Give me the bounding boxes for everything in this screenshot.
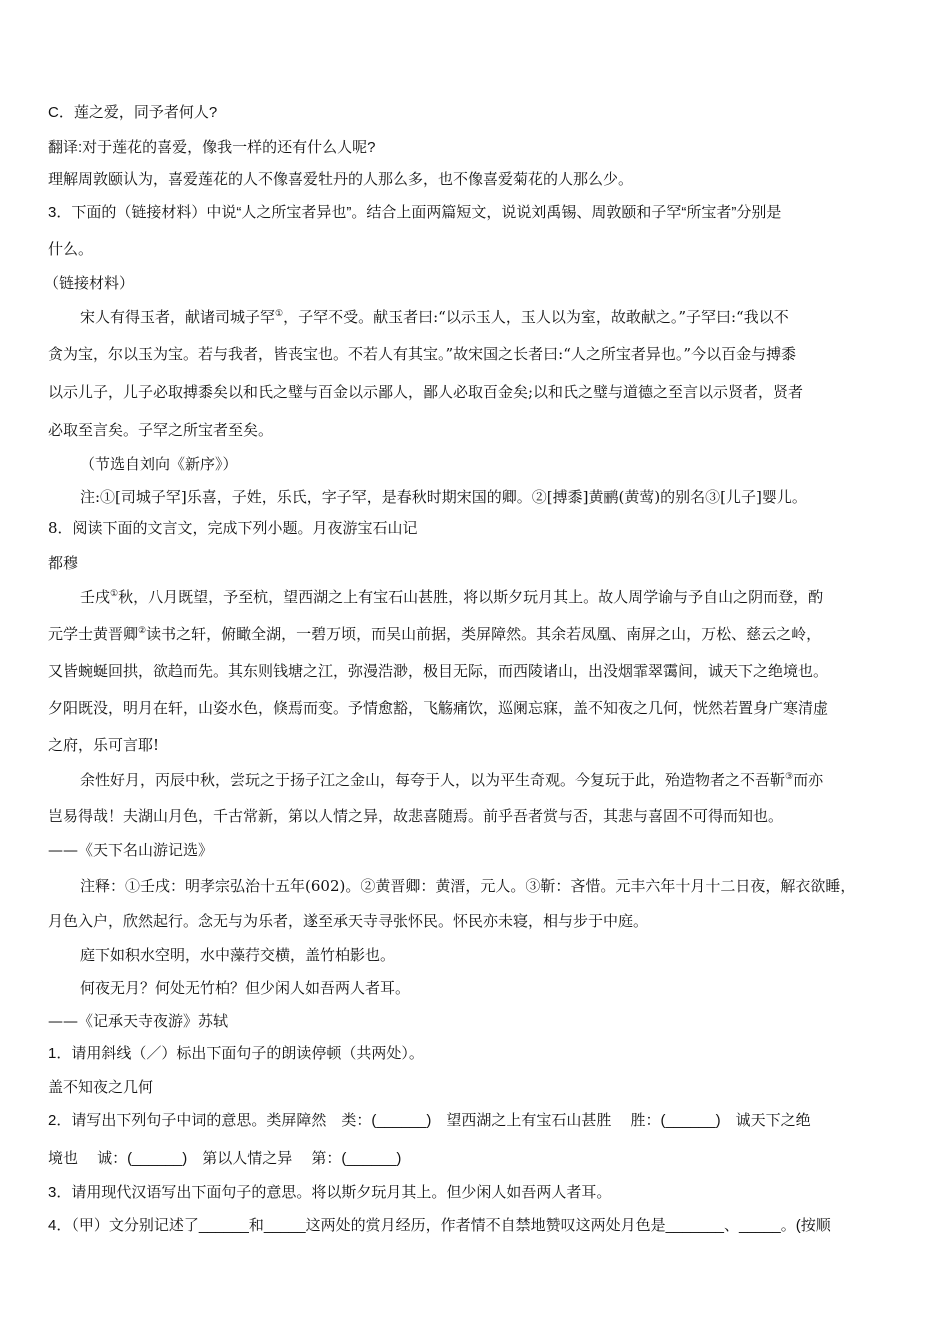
- passage-a-line-6: 余性好月，丙辰中秋，尝玩之于扬子江之金山，每夸于人，以为平生奇观。今复玩于此，殆造物者之不吾靳③而亦: [80, 771, 824, 789]
- question-3-line-2: 什么。: [48, 241, 94, 258]
- sub-question-3: 3．请用现代汉语写出下面句子的意思。将以斯夕玩月其上。但少闲人如吾两人者耳。: [48, 1184, 612, 1201]
- passage-b-line-3: 何夜无月？何处无竹柏？但少闲人如吾两人者耳。: [80, 979, 411, 997]
- question-8-heading: 8．阅读下面的文言文，完成下列小题。月夜游宝石山记: [48, 519, 418, 537]
- sub-question-2-line-2: 境也 诚：(______) 第以人情之异 第：(______): [48, 1150, 402, 1167]
- sub-question-2-line-1: 2．请写出下列句子中词的意思。类屏障然 类：(______) 望西湖之上有宝石山甚胜 胜：(______) 诚天下之绝: [48, 1112, 811, 1129]
- linked-material-line-1: 宋人有得玉者，献诸司城子罕①，子罕不受。献玉者曰:“以示玉人，玉人以为室，故敢献之。”子罕曰:“我以不: [80, 308, 789, 326]
- sub-question-1: 1．请用斜线（／）标出下面句子的朗读停顿（共两处）。: [48, 1045, 424, 1062]
- linked-material-heading: （链接材料）: [44, 275, 135, 292]
- sub-question-4: 4．（甲）文分别记述了______和_____这两处的赏月经历，作者情不自禁地赞叹这两处月色是_______、_____。(按顺: [48, 1217, 831, 1234]
- passage-a-line-1: 壬戌①秋，八月既望，予至杭，望西湖之上有宝石山甚胜，将以斯夕玩月其上。故人周学谕与予自山之阴而登，酌: [80, 588, 824, 606]
- question-3-line-1: 3．下面的（链接材料）中说“人之所宝者异也”。结合上面两篇短文，说说刘禹锡、周敦颐和子罕“所宝者”分别是: [48, 204, 782, 221]
- passage-b-line-2: 庭下如积水空明，水中藻荇交横，盖竹柏影也。: [80, 946, 396, 964]
- passage-b-line-1: 月色入户，欣然起行。念无与为乐者，遂至承天寺寻张怀民。怀民亦未寝，相与步于中庭。: [48, 912, 649, 930]
- option-c-line: C．莲之爱，同予者何人?: [48, 104, 218, 121]
- linked-material-source: （节选自刘向《新序》）: [80, 455, 238, 473]
- annotation-line-1: 注释：①壬戌：明孝宗弘治十五年(602)。②黄晋卿：黄溍，元人。③靳：吝惜。元丰六年十月十二日夜，解衣欲睡，: [80, 877, 856, 895]
- linked-material-line-2: 贪为宝，尔以玉为宝。若与我者，皆丧宝也。不若人有其宝。”故宋国之长者曰:“人之所宝者异也。”今以百金与搏黍: [48, 345, 797, 363]
- passage-a-line-5: 之府，乐可言耶!: [48, 736, 160, 754]
- sub-question-1-sentence: 盖不知夜之几何: [48, 1079, 154, 1096]
- linked-material-notes: 注:①[司城子罕]乐喜，子姓，乐氏，字子罕，是春秋时期宋国的卿。②[搏黍]黄鹂(黄莺)的别名③[儿子]婴儿。: [80, 488, 807, 506]
- passage-a-line-7: 岂易得哉！夫湖山月色，千古常新，第以人情之异，故悲喜随焉。前乎吾者赏与否，其悲与喜固不可得而知也。: [48, 807, 784, 825]
- passage-b-source: ——《记承天寺夜游》苏轼: [48, 1012, 229, 1030]
- passage-a-line-3: 又皆蜿蜒回拱，欲趋而先。其东则钱塘之江，弥漫浩渺，极目无际，而西陵诸山，出没烟霏翠霭间，诚天下之绝境也。: [48, 662, 829, 680]
- understanding-line: 理解周敦颐认为，喜爱莲花的人不像喜爱牡丹的人那么多，也不像喜爱菊花的人那么少。: [48, 171, 634, 188]
- passage-a-line-4: 夕阳既没，明月在轩，山姿水色，倏焉而变。予情愈豁，飞觞痛饮，巡阑忘寐，盖不知夜之几何，恍然若置身广寒清虚: [48, 699, 829, 717]
- passage-a-source: ——《天下名山游记选》: [48, 841, 214, 859]
- author-line: 都穆: [48, 554, 79, 572]
- translation-line: 翻译:对于莲花的喜爱，像我一样的还有什么人呢?: [48, 139, 376, 156]
- linked-material-line-3: 以示儿子，儿子必取搏黍矣以和氏之璧与百金以示鄙人，鄙人必取百金矣;以和氏之璧与道德之至言以示贤者，贤者: [48, 383, 804, 401]
- passage-a-line-2: 元学士黄晋卿②读书之轩，俯瞰全湖，一碧万顷，而吴山前据，类屏障然。其余若凤凰、南屏之山，万松、慈云之岭，: [48, 625, 822, 643]
- linked-material-line-4: 必取至言矣。子罕之所宝者至矣。: [48, 421, 274, 439]
